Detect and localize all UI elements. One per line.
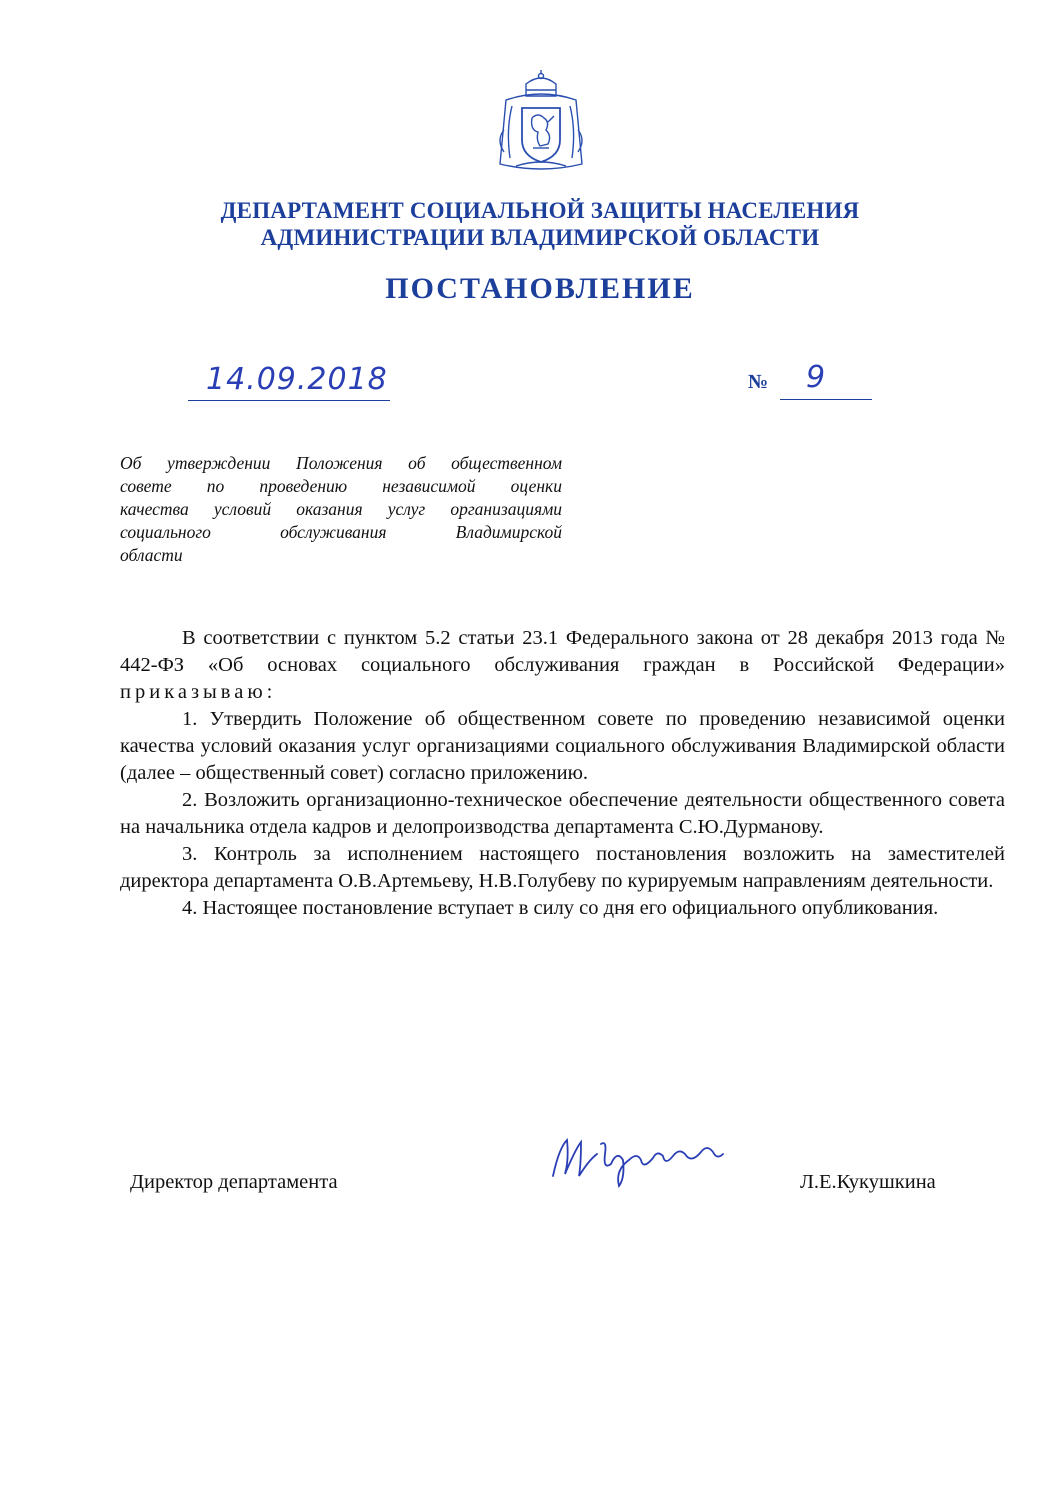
subject-line: социального обслуживания Владимирской: [120, 522, 562, 542]
order-item-2: 2. Возложить организационно-техническое обеспечение деятельности общественного совета на начальника отдела кадров и делопроизводства департамента С.Ю.Дурманову.: [120, 789, 1005, 838]
document-subject: [120, 452, 562, 567]
order-word: приказываю:: [120, 681, 277, 703]
subject-line: совете по проведению независимой оценки: [120, 476, 562, 496]
handwritten-date: 14.09.2018: [206, 362, 388, 397]
document-body: [120, 625, 1005, 922]
number-field: [748, 362, 872, 400]
document-type-title: ПОСТАНОВЛЕНИЕ: [385, 272, 695, 305]
preamble-paragraph: [120, 625, 1005, 706]
signatory-position: Директор департамента: [130, 1171, 338, 1193]
subject-line: качества условий оказания услуг организациями: [120, 499, 562, 519]
number-underline: [780, 399, 872, 400]
department-name: [120, 197, 960, 251]
order-item-3: 3. Контроль за исполнением настоящего постановления возложить на заместителей директора департамента О.В.Артемьеву, Н.В.Голубеву по курируемым направлениям деятельности.: [120, 843, 1005, 892]
handwritten-signature-icon: [545, 1130, 745, 1190]
subject-line: Об утверждении Положения об общественном: [120, 453, 562, 473]
order-item-1: 1. Утвердить Положение об общественном совете по проведению независимой оценки качества условий оказания услуг организациями социального обслуживания Владимирской области (далее – общественный совет) согласно приложению.: [120, 708, 1005, 784]
department-line-2: АДМИНИСТРАЦИИ ВЛАДИМИРСКОЙ ОБЛАСТИ: [260, 225, 820, 250]
order-item-4: 4. Настоящее постановление вступает в силу со дня его официального опубликования.: [182, 897, 939, 919]
subject-line: области: [120, 545, 183, 565]
handwritten-number: 9: [806, 360, 826, 395]
signatory-name: Л.Е.Кукушкина: [800, 1171, 936, 1193]
preamble-text: В соответствии с пунктом 5.2 статьи 23.1 Федерального закона от 28 декабря 2013 года № 442-ФЗ «Об основах социального обслуживания граждан в Российской Федерации»: [120, 627, 1005, 676]
coat-of-arms-icon: [496, 70, 586, 176]
date-field: [188, 362, 390, 401]
number-label: №: [748, 371, 769, 393]
department-line-1: ДЕПАРТАМЕНТ СОЦИАЛЬНОЙ ЗАЩИТЫ НАСЕЛЕНИЯ: [220, 198, 860, 223]
